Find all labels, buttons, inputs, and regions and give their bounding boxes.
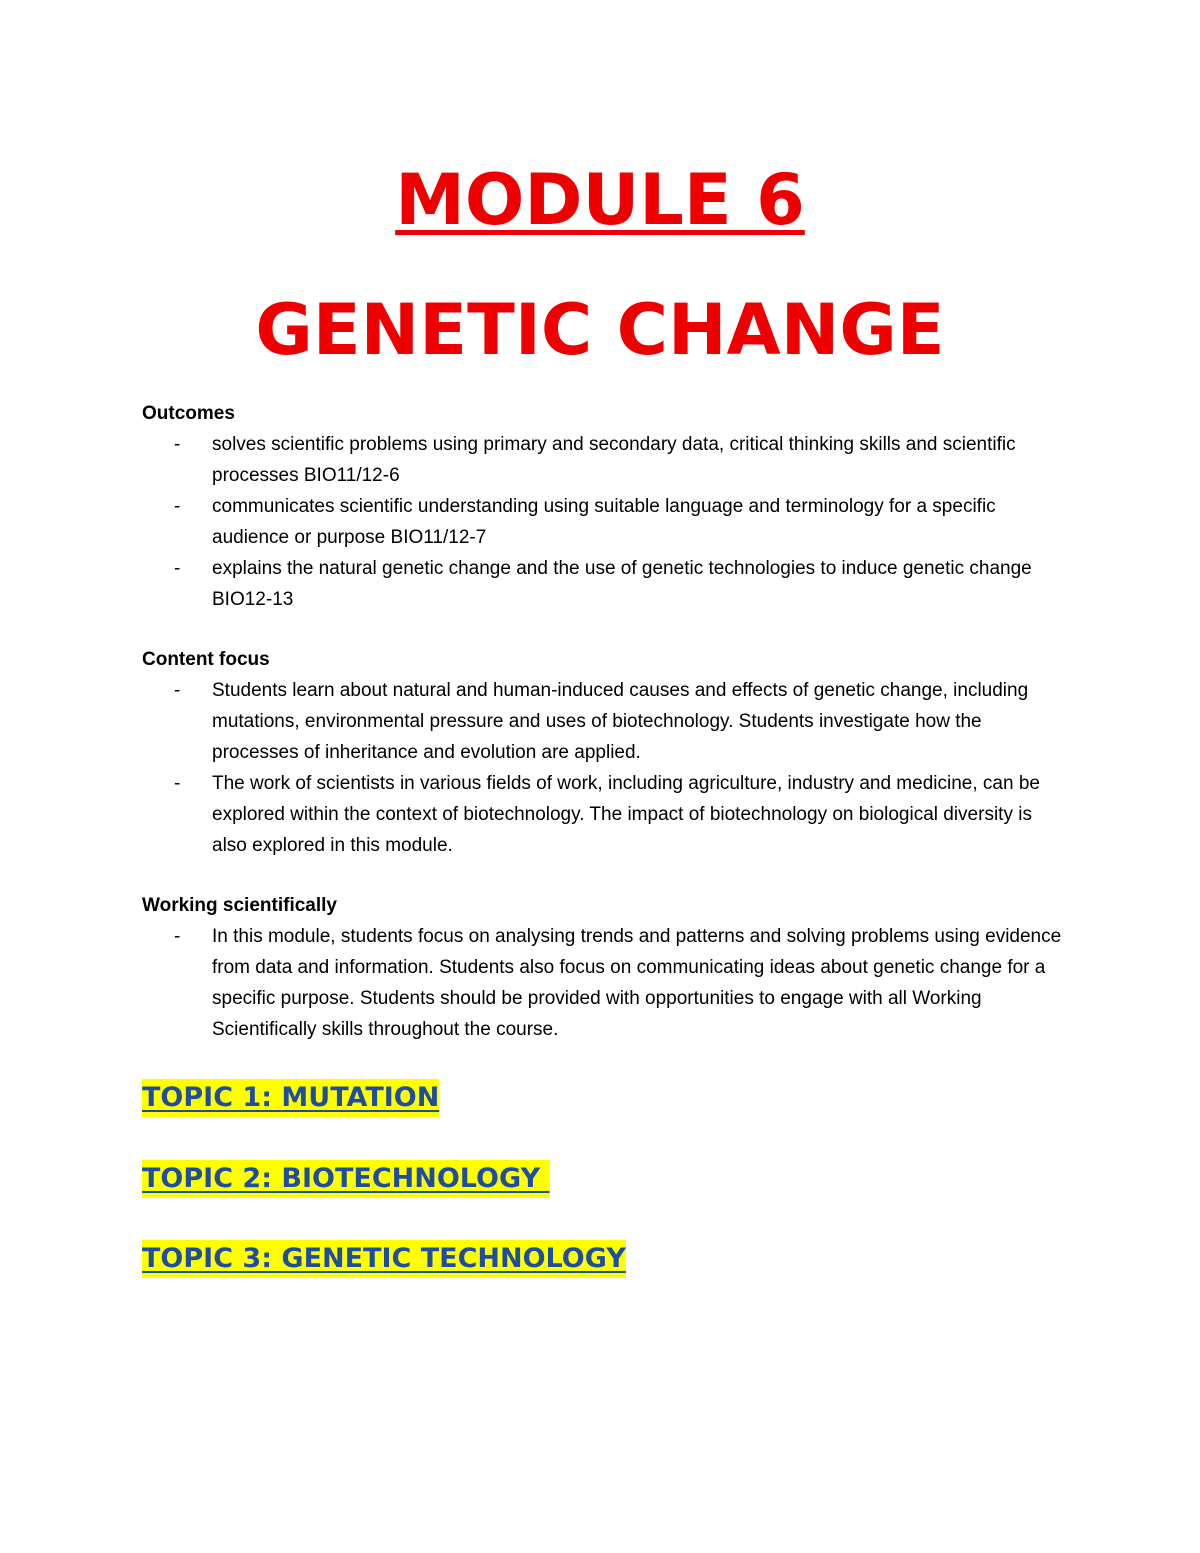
working-scientifically-heading: Working scientifically [142, 895, 337, 916]
outcomes-heading: Outcomes [142, 403, 235, 424]
module-title [0, 158, 1200, 242]
content-focus-section [142, 645, 1062, 861]
content-focus-item [142, 675, 1062, 768]
working-scientifically-text: In this module, students focus on analysing trends and patterns and solving problems using evidence from data and information. Students also focus on communicating ideas about genetic change for a specific purpose. Students should be provided with opportunities to engage with all Working Scientifically skills throughout the course. [212, 926, 1062, 1040]
topic-3-link[interactable]: TOPIC 3: GENETIC TECHNOLOGY [142, 1240, 626, 1278]
outcome-text: communicates scientific understanding using suitable language and terminology for a specific audience or purpose BIO11/12-7 [212, 496, 996, 548]
bullet-dash: - [174, 926, 181, 947]
module-subtitle: GENETIC CHANGE [255, 289, 945, 371]
topic-1-link[interactable]: TOPIC 1: MUTATION [142, 1079, 439, 1117]
bullet-dash: - [174, 680, 181, 701]
bullet-dash: - [174, 496, 181, 517]
topic-2-link[interactable]: TOPIC 2: BIOTECHNOLOGY [142, 1160, 550, 1198]
content-focus-text: The work of scientists in various fields of work, including agriculture, industry and medicine, can be explored within the context of biotechnology. The impact of biotechnology on biological diversity is also explored in this module. [212, 773, 1040, 856]
working-scientifically-item [142, 921, 1062, 1045]
content-focus-heading: Content focus [142, 649, 270, 670]
content-focus-item [142, 768, 1062, 861]
module-title-text: MODULE 6 [395, 159, 805, 241]
bullet-dash: - [174, 434, 181, 455]
bullet-dash: - [174, 773, 181, 794]
outcomes-section [142, 399, 1062, 615]
outcome-item [142, 491, 1062, 553]
outcome-item [142, 429, 1062, 491]
outcome-text: solves scientific problems using primary and secondary data, critical thinking skills and scientific processes BIO11/12-6 [212, 434, 1016, 486]
outcome-item [142, 553, 1062, 615]
working-scientifically-section [142, 891, 1062, 1045]
outcome-text: explains the natural genetic change and the use of genetic technologies to induce genetic change BIO12-13 [212, 558, 1032, 610]
content-focus-text: Students learn about natural and human-induced causes and effects of genetic change, including mutations, environmental pressure and uses of biotechnology. Students investigate how the processes of inheritance and evolution are applied. [212, 680, 1029, 763]
bullet-dash: - [174, 558, 181, 579]
